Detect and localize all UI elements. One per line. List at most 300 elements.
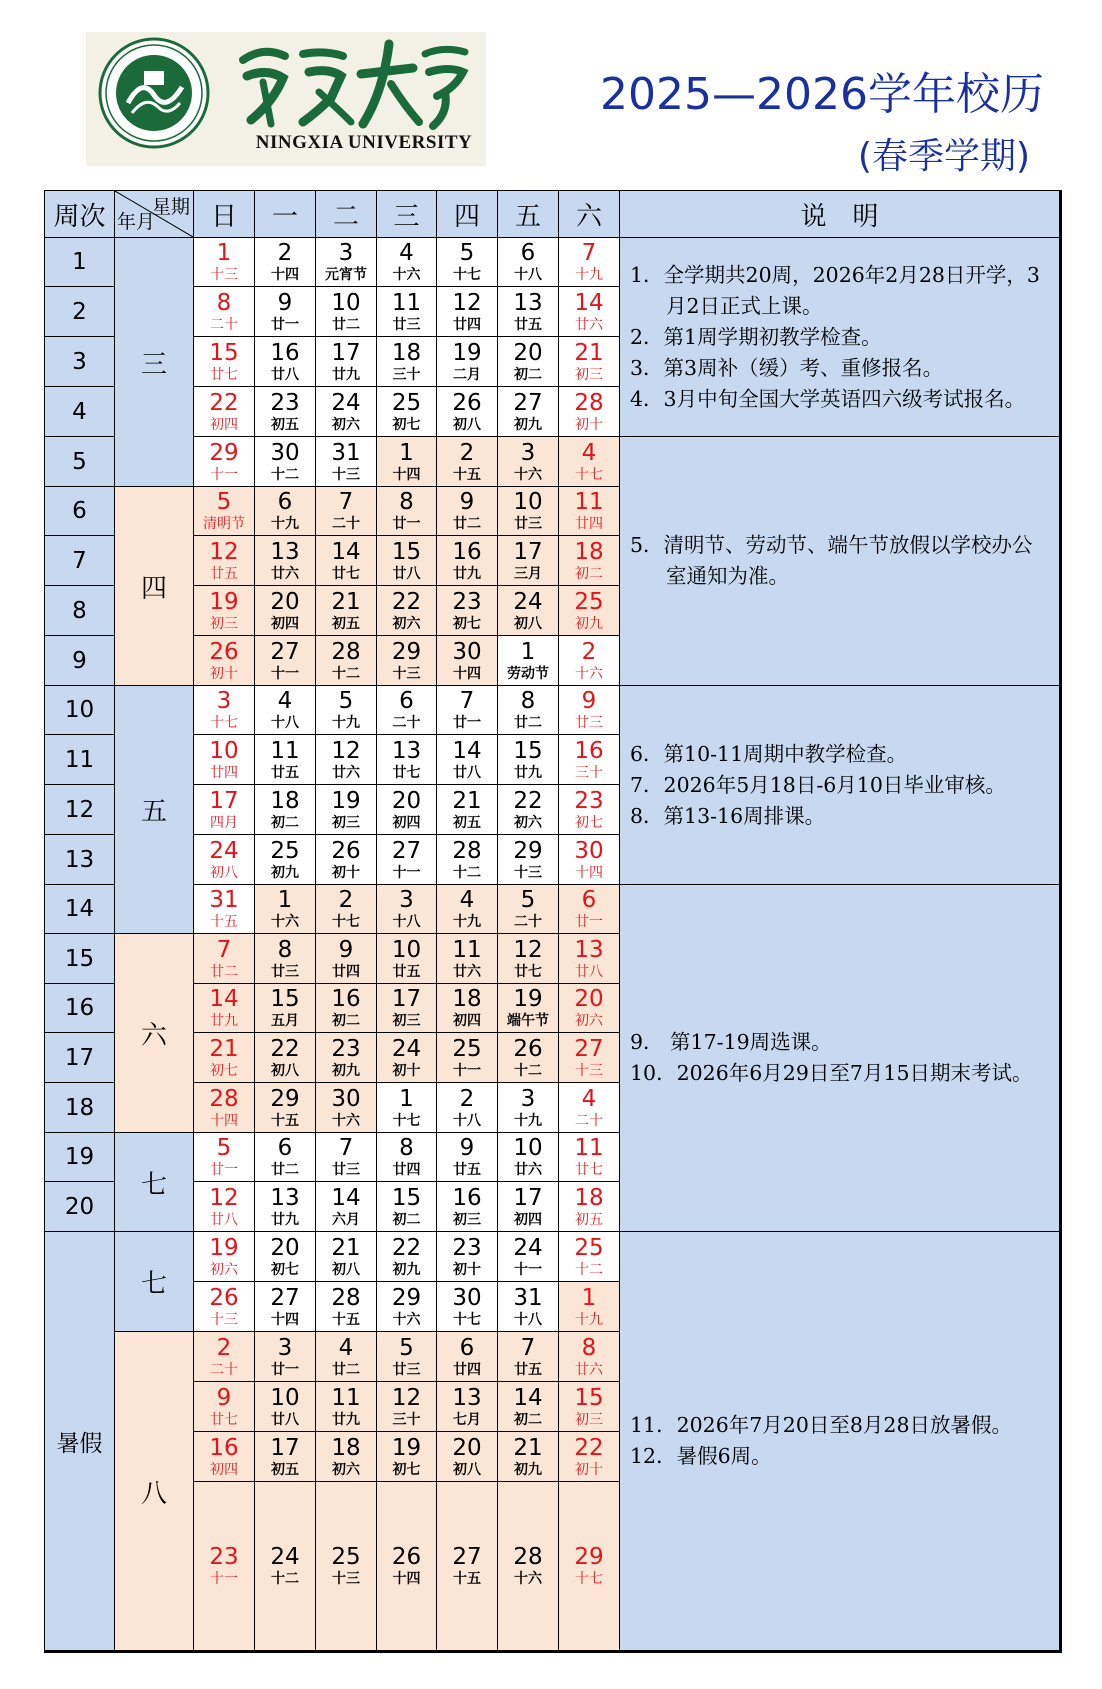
lunar-date: 二十 [392,715,421,731]
lunar-date: 廿九 [514,764,542,781]
day-number: 10 [270,1384,300,1411]
day-number: 22 [391,1234,422,1261]
lunar-date: 初七 [271,1261,299,1278]
lunar-date: 十九 [575,267,603,283]
lunar-date: 廿七 [210,1411,238,1428]
lunar-date: 六月 [332,1211,360,1228]
day-number: 22 [209,389,239,416]
lunar-date: 十五 [453,466,481,483]
day-cell [498,387,559,437]
day-number: 10 [331,289,361,316]
week-number: 10 [64,697,95,723]
day-number: 29 [391,638,422,665]
note-item: 6．第10-11周期中教学检查。 [630,741,908,766]
day-cell [437,686,498,735]
day-cell [316,437,377,487]
day-cell [316,1083,377,1133]
day-cell [194,1282,255,1332]
day-number: 21 [331,588,361,615]
day-cell [559,1432,620,1482]
day-number: 4 [277,688,293,714]
day-cell [255,387,316,437]
page-title: 2025—2026学年校历 [600,69,1044,120]
lunar-date: 廿九 [332,1411,360,1428]
university-name-en: NINGXIA UNIVERSITY [255,132,473,153]
summer-break-cell [45,1232,115,1651]
day-cell [559,586,620,636]
day-number: 16 [452,538,482,565]
header-day-label: 二 [332,201,359,232]
day-number: 13 [270,538,300,565]
day-number: 19 [391,1434,422,1461]
day-number: 17 [270,1434,300,1461]
day-number: 2 [277,240,293,266]
day-cell [559,984,620,1033]
day-number: 30 [331,1085,361,1112]
month-cell [115,1232,194,1332]
day-cell [316,1232,377,1282]
lunar-date: 初四 [210,416,238,433]
day-cell [437,387,498,437]
day-number: 17 [513,538,543,565]
lunar-date: 二十 [575,1112,603,1129]
day-cell [194,1182,255,1232]
day-number: 27 [513,389,543,416]
day-number: 10 [391,936,422,963]
corner-label-weekday: 星期 [151,196,190,218]
lunar-date: 十七 [332,914,360,930]
day-number: 13 [270,1184,300,1211]
day-cell [498,1182,559,1232]
lunar-date: 初十 [575,416,603,433]
day-number: 30 [452,1284,482,1311]
lunar-date: 五月 [271,1013,299,1029]
day-number: 14 [331,538,361,565]
day-cell [498,337,559,387]
week-number: 1 [72,249,87,275]
day-number: 22 [391,588,422,615]
day-cell [437,1232,498,1282]
day-number: 12 [331,737,361,764]
header-day-3 [377,191,437,238]
day-number: 28 [574,389,604,416]
day-cell [559,487,620,536]
day-number: 15 [209,339,239,366]
day-cell [316,387,377,437]
day-cell [316,636,377,686]
lunar-date: 廿五 [210,565,238,582]
lunar-date: 二十 [210,316,238,333]
day-number: 5 [338,688,354,714]
lunar-date: 廿四 [210,764,238,781]
day-number: 1 [216,240,232,266]
lunar-date: 十七 [453,267,481,283]
day-number: 21 [452,787,482,814]
week-number: 13 [64,846,95,873]
day-cell [498,487,559,536]
day-number: 19 [452,339,482,366]
day-cell [498,586,559,636]
week-number: 12 [64,796,95,823]
lunar-date: 初八 [332,1261,360,1278]
day-cell [316,984,377,1033]
month-cell [115,686,194,934]
day-cell [437,885,498,934]
day-number: 11 [391,289,422,316]
day-cell [316,686,377,735]
day-cell [437,238,498,287]
day-number: 6 [399,688,414,714]
lunar-date: 廿六 [514,1162,542,1178]
day-cell [437,1482,498,1651]
lunar-date: 廿一 [210,1162,238,1178]
week-number: 11 [64,746,95,773]
day-number: 12 [209,538,239,565]
day-cell [316,1033,377,1083]
day-cell [498,885,559,934]
day-number: 8 [216,289,232,316]
lunar-date: 廿四 [453,316,481,333]
day-cell [255,785,316,835]
lunar-date: 初五 [575,1211,603,1228]
day-number: 21 [209,1035,239,1062]
lunar-date: 廿八 [392,565,421,582]
notes-block [620,238,1060,437]
day-cell [316,885,377,934]
day-cell [437,1133,498,1182]
lunar-date: 十八 [271,715,299,731]
day-cell [377,337,437,387]
lunar-date: 廿二 [514,715,542,731]
lunar-date: 廿六 [575,316,603,333]
day-cell [559,1332,620,1382]
week-number: 20 [64,1193,95,1220]
lunar-date: 元宵节 [325,267,367,283]
day-number: 6 [459,1334,475,1361]
lunar-date: 清明节 [203,516,245,532]
day-cell [498,1332,559,1382]
day-cell [194,984,255,1033]
day-cell [194,1482,255,1651]
day-number: 8 [399,489,414,515]
lunar-date: 廿八 [453,764,481,781]
day-cell [437,835,498,885]
lunar-date: 廿二 [271,1162,299,1178]
day-cell [316,287,377,337]
day-cell [194,1332,255,1382]
day-cell [194,487,255,536]
day-number: 18 [331,1434,361,1461]
lunar-date: 十一 [453,1062,481,1079]
lunar-date: 十八 [514,267,542,283]
day-number: 14 [574,289,604,316]
day-cell [377,1182,437,1232]
week-number: 17 [64,1044,95,1071]
day-cell [377,287,437,337]
lunar-date: 初九 [514,1461,542,1478]
lunar-date: 廿一 [271,1361,299,1378]
lunar-date: 廿八 [271,1411,299,1428]
lunar-date: 十九 [453,914,481,930]
lunar-date: 十五 [453,1571,481,1587]
day-number: 7 [338,489,354,515]
day-cell [498,785,559,835]
day-cell [255,1282,316,1332]
day-number: 19 [209,588,239,615]
week-number-cell [45,1083,115,1133]
day-cell [194,238,255,287]
day-number: 18 [574,538,604,565]
lunar-date: 十四 [453,665,481,682]
day-number: 24 [209,837,239,864]
day-number: 16 [574,737,604,764]
lunar-date: 廿九 [453,565,481,582]
day-cell [255,238,316,287]
lunar-date: 廿三 [332,1162,360,1178]
day-cell [316,487,377,536]
day-number: 16 [270,339,300,366]
lunar-date: 初四 [210,1461,238,1478]
day-number: 28 [331,638,361,665]
lunar-date: 廿三 [392,1361,421,1378]
day-cell [255,934,316,984]
day-number: 29 [574,1544,604,1570]
day-cell [316,835,377,885]
lunar-date: 十九 [271,516,299,532]
day-number: 25 [574,588,604,615]
day-cell [194,387,255,437]
lunar-date: 初三 [453,1211,481,1228]
lunar-date: 初五 [271,1461,299,1478]
lunar-date: 初七 [575,814,603,831]
month-label: 七 [140,1169,167,1200]
day-number: 9 [459,1135,475,1161]
day-cell [559,1282,620,1332]
lunar-date: 廿七 [575,1162,603,1178]
lunar-date: 十一 [392,864,421,881]
day-number: 14 [331,1184,361,1211]
day-number: 26 [391,1544,422,1570]
day-number: 18 [270,787,300,814]
lunar-date: 廿六 [575,1361,603,1378]
day-cell [498,437,559,487]
lunar-date: 初三 [332,814,360,831]
day-cell [255,1083,316,1133]
day-cell [437,586,498,636]
day-number: 16 [209,1434,239,1461]
lunar-date: 初二 [514,366,542,383]
day-cell [498,636,559,686]
day-cell [437,1033,498,1083]
lunar-date: 初七 [453,615,481,632]
week-number: 9 [72,647,87,674]
day-cell [559,536,620,586]
lunar-date: 廿五 [453,1162,481,1178]
day-cell [194,437,255,487]
day-number: 4 [459,887,475,913]
lunar-date: 十二 [453,864,481,881]
day-cell [559,1033,620,1083]
month-cell [115,1133,194,1232]
day-cell [194,686,255,735]
lunar-date: 初五 [453,814,481,831]
week-number-cell [45,1033,115,1083]
lunar-date: 初十 [453,1261,481,1278]
day-number: 17 [391,986,422,1012]
day-cell [559,636,620,686]
day-number: 1 [399,439,414,466]
day-number: 23 [270,389,300,416]
week-number-cell [45,387,115,437]
month-label: 三 [140,349,167,380]
day-number: 3 [520,439,536,466]
lunar-date: 十四 [271,1311,299,1328]
lunar-date: 廿三 [514,516,542,532]
day-number: 15 [574,1384,604,1411]
week-number: 18 [64,1094,95,1121]
page-subtitle: (春季学期) [857,136,1030,177]
day-number: 28 [452,837,482,864]
day-number: 22 [574,1434,604,1461]
notes-block [620,885,1060,1232]
day-cell [498,835,559,885]
lunar-date: 初六 [392,615,421,632]
lunar-date: 初五 [271,416,299,433]
day-number: 15 [270,986,300,1012]
lunar-date: 廿八 [575,963,603,980]
lunar-date: 十八 [392,914,421,930]
lunar-date: 廿八 [210,1211,238,1228]
day-number: 18 [452,986,482,1012]
day-number: 13 [513,289,543,316]
day-cell [437,984,498,1033]
lunar-date: 十六 [392,1311,421,1328]
day-cell [255,287,316,337]
lunar-date: 廿五 [392,963,421,980]
lunar-date: 廿五 [271,764,299,781]
lunar-date: 廿九 [271,1211,299,1228]
day-number: 7 [338,1135,354,1161]
lunar-date: 十七 [575,466,603,483]
week-number: 4 [72,398,87,425]
note-item: 12．暑假6周。 [630,1444,772,1468]
lunar-date: 初八 [514,615,542,632]
day-number: 23 [452,1234,482,1261]
lunar-date: 十三 [575,1062,603,1079]
month-cell [115,487,194,686]
day-cell [377,238,437,287]
lunar-date: 十六 [514,466,542,483]
day-cell [316,1182,377,1232]
day-number: 7 [459,688,475,714]
lunar-date: 十二 [514,1062,542,1079]
week-number-cell [45,487,115,536]
lunar-date: 初八 [210,864,238,881]
lunar-date: 十三 [332,466,360,483]
week-number-cell [45,536,115,586]
lunar-date: 廿四 [332,963,360,980]
day-number: 7 [520,1334,536,1361]
day-cell [316,1482,377,1651]
day-cell [255,835,316,885]
day-number: 25 [574,1234,604,1261]
day-cell [437,785,498,835]
day-cell [316,1382,377,1432]
lunar-date: 十七 [210,715,238,731]
day-cell [377,1432,437,1482]
day-cell [559,735,620,785]
lunar-date: 三月 [514,565,542,582]
day-number: 27 [452,1544,482,1570]
day-number: 22 [270,1035,300,1062]
week-number: 15 [64,945,95,972]
day-cell [498,1033,559,1083]
day-number: 26 [209,1284,239,1311]
day-number: 14 [452,737,482,764]
day-cell [255,984,316,1033]
day-cell [377,636,437,686]
day-cell [255,1133,316,1182]
day-number: 26 [452,389,482,416]
day-number: 9 [581,688,597,714]
week-number-cell [45,934,115,984]
day-number: 23 [209,1544,239,1570]
day-cell [194,1083,255,1133]
month-label: 四 [140,573,167,604]
header-day-label: 五 [514,201,541,232]
lunar-date: 十二 [271,1571,299,1587]
day-number: 1 [399,1085,414,1112]
day-cell [194,1232,255,1282]
day-number: 3 [277,1334,293,1361]
day-number: 14 [209,986,239,1012]
lunar-date: 十三 [514,864,542,881]
day-number: 10 [513,489,543,515]
week-number-cell [45,1133,115,1182]
day-cell [498,1482,559,1651]
lunar-date: 初六 [332,1461,360,1478]
note-item: 8．第13-16周排课。 [630,803,826,828]
lunar-date: 十一 [271,665,299,682]
lunar-date: 初二 [514,1411,542,1428]
lunar-date: 十九 [575,1311,603,1328]
day-number: 6 [581,887,597,913]
notes-block [620,437,1060,686]
day-cell [316,1332,377,1382]
note-item: 9． 第17-19周选课。 [630,1030,832,1054]
day-number: 30 [574,837,604,864]
day-number: 26 [513,1035,543,1062]
lunar-date: 十九 [332,715,360,731]
day-cell [255,487,316,536]
lunar-date: 十一 [210,1571,238,1587]
day-cell [377,536,437,586]
lunar-date: 十六 [514,1571,542,1587]
day-number: 15 [391,1184,422,1211]
lunar-date: 二十 [210,1361,238,1378]
day-cell [255,337,316,387]
note-item: 2．第1周学期初教学检查。 [630,324,882,349]
day-number: 7 [581,240,597,266]
notes-block [620,1232,1060,1651]
day-number: 8 [277,936,293,963]
note-item: 4．3月中旬全国大学英语四六级考试报名。 [630,386,1026,411]
lunar-date: 廿六 [271,565,299,582]
lunar-date: 廿七 [392,764,421,781]
lunar-date: 三十 [392,1411,421,1428]
lunar-date: 初十 [392,1062,421,1079]
header-day-label: 三 [393,201,420,232]
